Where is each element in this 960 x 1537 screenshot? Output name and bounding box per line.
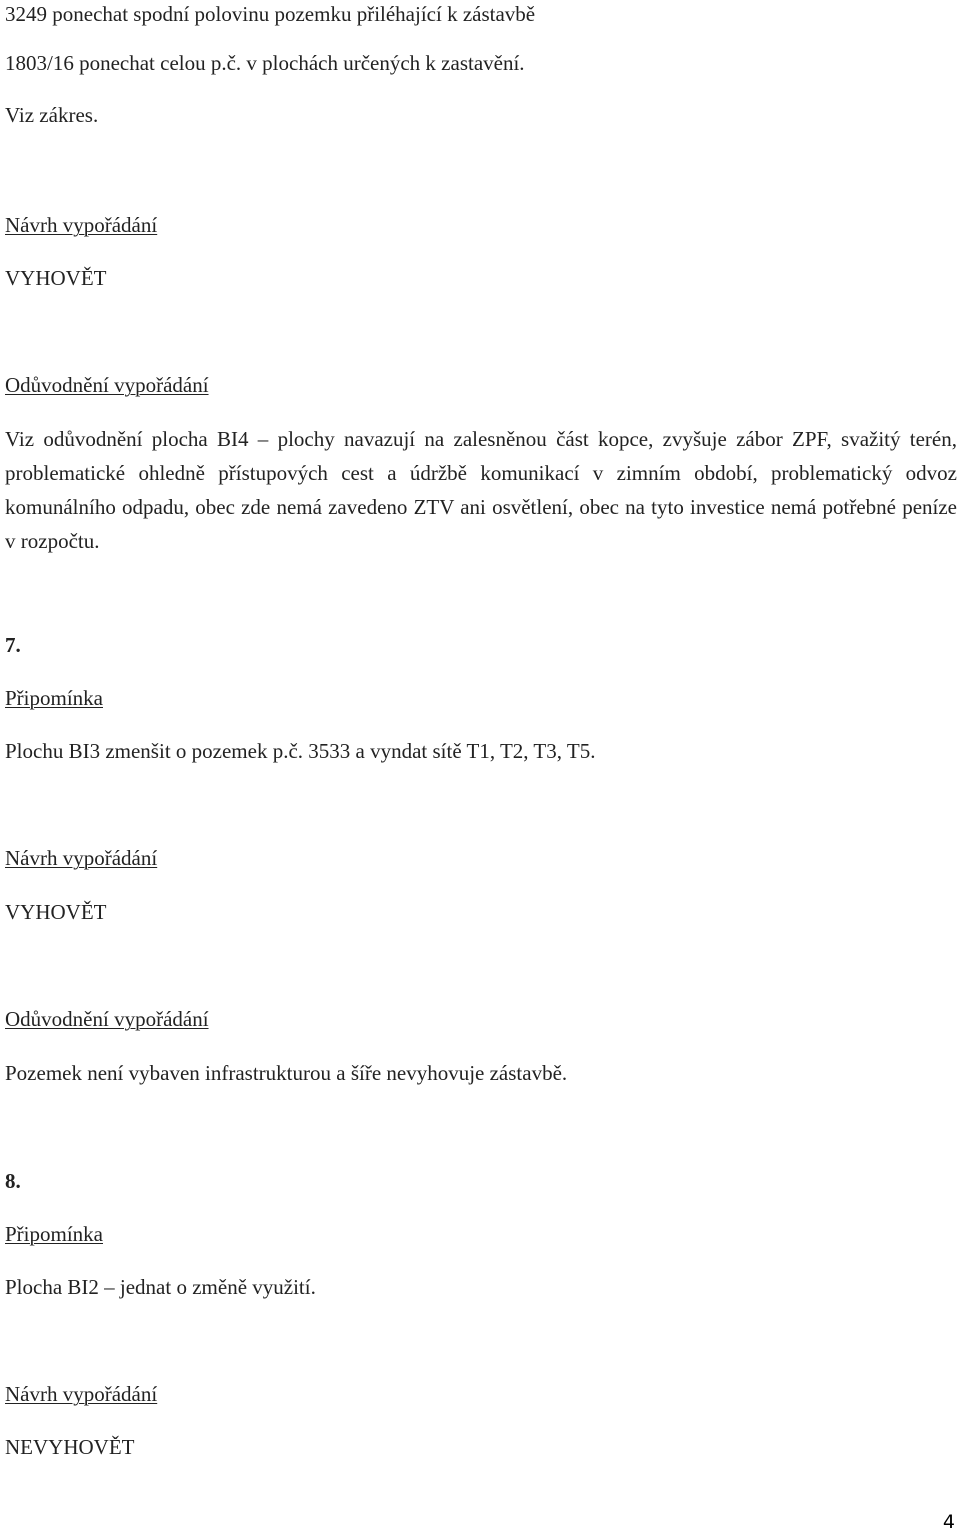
oduvodneni-heading: Odůvodnění vypořádání	[5, 373, 209, 397]
navrh-value: VYHOVĚT	[5, 900, 107, 924]
navrh-heading: Návrh vypořádání	[5, 846, 158, 870]
pripominka-heading: Připomínka	[5, 686, 103, 710]
navrh-heading: Návrh vypořádání	[5, 213, 158, 237]
oduvodneni-heading: Odůvodnění vypořádání	[5, 1007, 209, 1031]
item-number: 8.	[5, 1169, 21, 1193]
navrh-heading: Návrh vypořádání	[5, 1382, 158, 1406]
continuation-line-3: Viz zákres.	[5, 103, 99, 127]
navrh-value: VYHOVĚT	[5, 266, 107, 290]
oduvodneni-text: Pozemek není vybaven infrastrukturou a šíře nevyhovuje zástavbě.	[5, 1061, 568, 1085]
page-number: 4	[942, 1511, 955, 1533]
continuation-line-1: 3249 ponechat spodní polovinu pozemku přiléhající k zástavbě	[5, 2, 536, 26]
pripominka-text: Plocha BI2 – jednat o změně využití.	[5, 1275, 316, 1299]
continuation-line-2: 1803/16 ponechat celou p.č. v plochách určených k zastavění.	[5, 51, 525, 75]
item-number: 7.	[5, 633, 21, 657]
pripominka-text: Plochu BI3 zmenšit o pozemek p.č. 3533 a vyndat sítě T1, T2, T3, T5.	[5, 739, 596, 763]
oduvodneni-text: Viz odůvodnění plocha BI4 – plochy navazují na zalesněnou část kopce, zvyšuje zábor ZPF, svažitý terén, problematické ohledně přístupových cest a údržbě komunikací v zimním období, problematický odvoz komunálního odpadu, obec zde nemá zavedeno ZTV ani osvětlení, obec na tyto investice nemá potřebné peníze v rozpočtu.	[5, 427, 957, 553]
pripominka-heading: Připomínka	[5, 1222, 103, 1246]
navrh-value: NEVYHOVĚT	[5, 1435, 135, 1459]
